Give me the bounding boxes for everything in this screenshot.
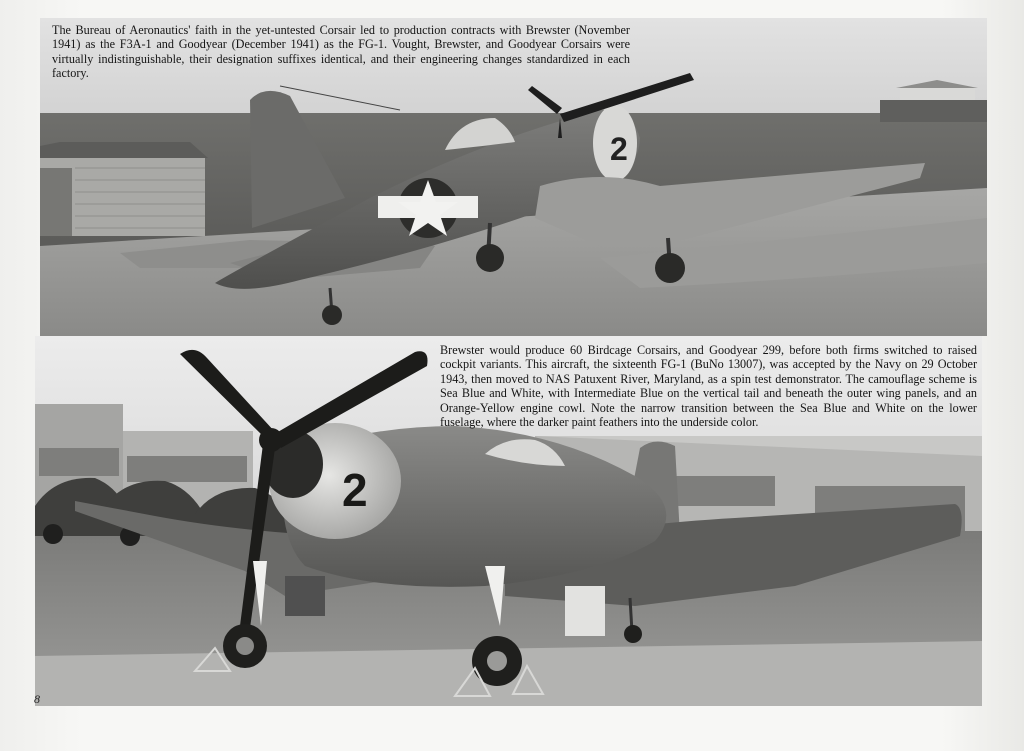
bottom-photo-caption: Brewster would produce 60 Birdcage Corsairs, and Goodyear 299, before both firms switched to raised cockpit variants. This aircraft, the sixteenth FG-1 (BuNo 13007), was accepted by the Navy on 29 October 1943, then moved to NAS Patuxent River, Maryland, as a spin test demonstrator. The camouflage scheme is Sea Blue and White, with Intermediate Blue on the vertical tail and beneath the outer wing panels, and an Orange-Yellow engine cowl. Note the narrow transition between the Sea Blue and White on the lower fuselage, where the darker paint feathers into the underside color.: [440, 343, 977, 430]
page-number: 8: [34, 692, 40, 706]
top-photo-caption: The Bureau of Aeronautics' faith in the yet-untested Corsair led to production contracts with Brewster (November 1941) as the F3A-1 and Goodyear (December 1941) as the FG-1. Vought, Brewster, and Goodyear Corsairs were virtually indistinguishable, their designation suffixes identical, and their engineering changes standardized in each factory.: [52, 23, 630, 81]
top-cowl-number: 2: [610, 131, 628, 167]
bottom-cowl-number: 2: [342, 464, 368, 516]
